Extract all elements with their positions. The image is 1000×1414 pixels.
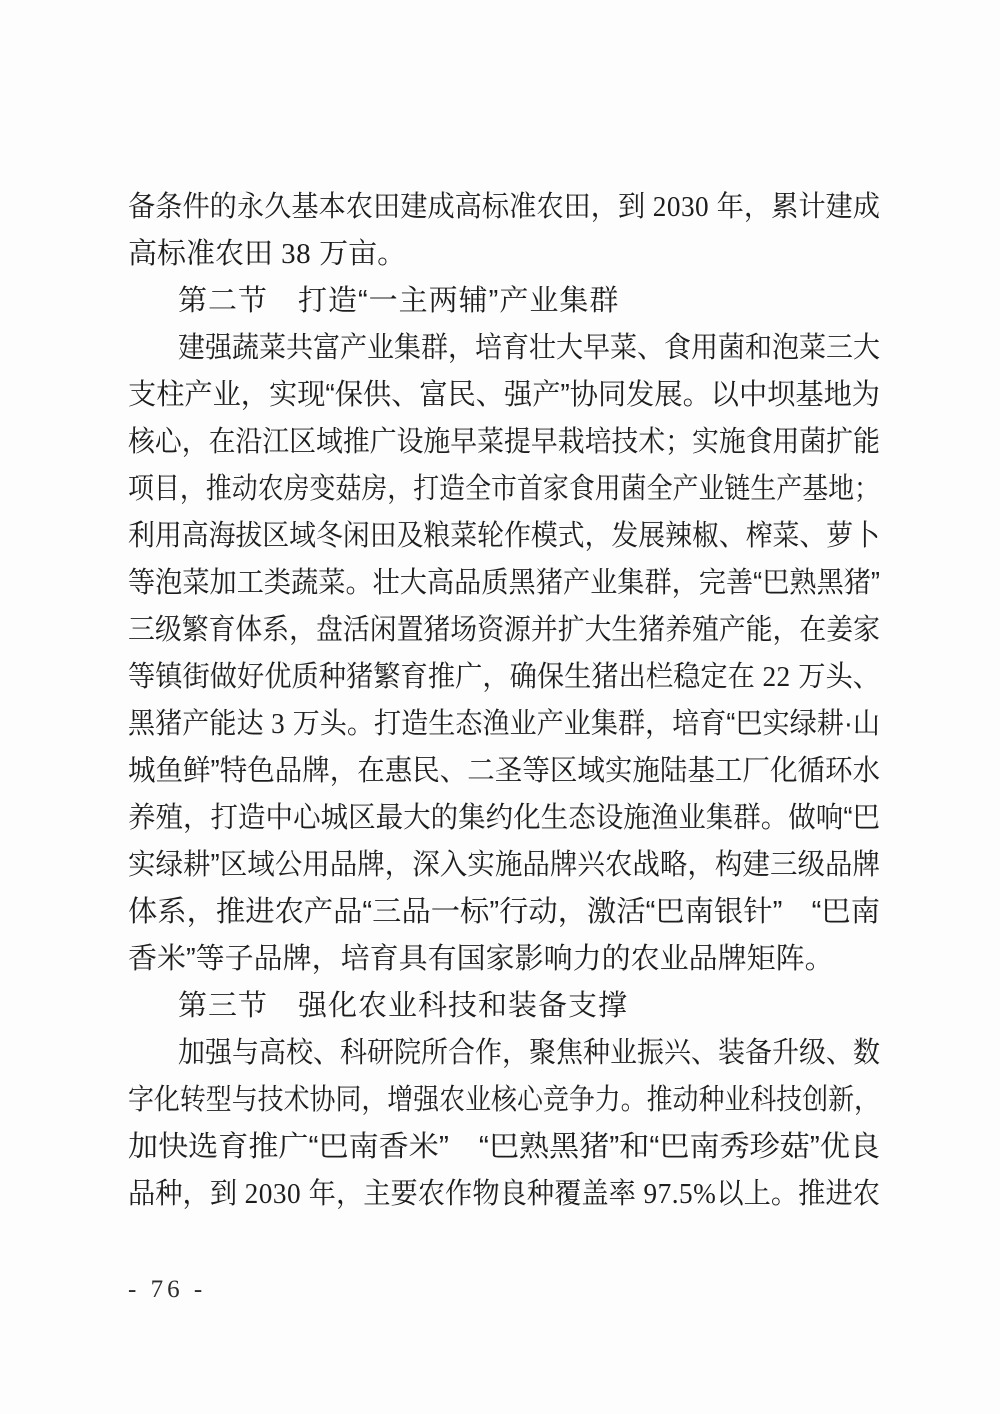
section-heading: 第三节 强化农业科技和装备支撑 bbox=[178, 990, 629, 1022]
document-text-block bbox=[128, 184, 880, 1218]
text-line: 加快选育推广“巴南香米” “巴熟黑猪”和“巴南秀珍菇”优良 bbox=[128, 1131, 880, 1163]
text-line: 实绿耕”区域公用品牌，深入实施品牌兴农战略，构建三级品牌 bbox=[128, 849, 880, 881]
text-line: 等泡菜加工类蔬菜。壮大高品质黑猪产业集群，完善“巴熟黑猪” bbox=[128, 567, 880, 599]
page-number: - 76 - bbox=[128, 1276, 207, 1303]
text-line: 品种，到 2030 年，主要农作物良种覆盖率 97.5%以上。推进农 bbox=[128, 1178, 880, 1210]
text-line: 建强蔬菜共富产业集群，培育壮大早菜、食用菌和泡菜三大 bbox=[178, 332, 880, 364]
text-line: 黑猪产能达 3 万头。打造生态渔业产业集群，培育“巴实绿耕·山 bbox=[128, 708, 880, 740]
text-line: 养殖，打造中心城区最大的集约化生态设施渔业集群。做响“巴 bbox=[128, 802, 880, 834]
text-line: 支柱产业，实现“保供、富民、强产”协同发展。以中坝基地为 bbox=[128, 379, 880, 411]
text-line: 城鱼鲜”特色品牌，在惠民、二圣等区域实施陆基工厂化循环水 bbox=[128, 755, 880, 787]
text-line: 备条件的永久基本农田建成高标准农田，到 2030 年，累计建成 bbox=[128, 191, 880, 223]
text-line: 体系，推进农产品“三品一标”行动，激活“巴南银针” “巴南 bbox=[128, 896, 880, 928]
text-line: 核心，在沿江区域推广设施早菜提早栽培技术；实施食用菌扩能 bbox=[128, 426, 880, 458]
text-line: 三级繁育体系，盘活闲置猪场资源并扩大生猪养殖产能，在姜家 bbox=[128, 614, 880, 646]
section-heading: 第二节 打造“一主两辅”产业集群 bbox=[178, 285, 620, 317]
text-line: 高标准农田 38 万亩。 bbox=[128, 238, 407, 270]
text-line: 等镇街做好优质种猪繁育推广，确保生猪出栏稳定在 22 万头、 bbox=[128, 661, 880, 693]
text-line: 利用高海拔区域冬闲田及粮菜轮作模式，发展辣椒、榨菜、萝卜 bbox=[128, 520, 880, 552]
text-line: 项目，推动农房变菇房，打造全市首家食用菌全产业链生产基地； bbox=[128, 473, 880, 505]
text-line: 加强与高校、科研院所合作，聚焦种业振兴、装备升级、数 bbox=[178, 1037, 880, 1069]
text-line: 香米”等子品牌，培育具有国家影响力的农业品牌矩阵。 bbox=[128, 943, 834, 975]
text-line: 字化转型与技术协同，增强农业核心竞争力。推动种业科技创新， bbox=[128, 1084, 880, 1116]
